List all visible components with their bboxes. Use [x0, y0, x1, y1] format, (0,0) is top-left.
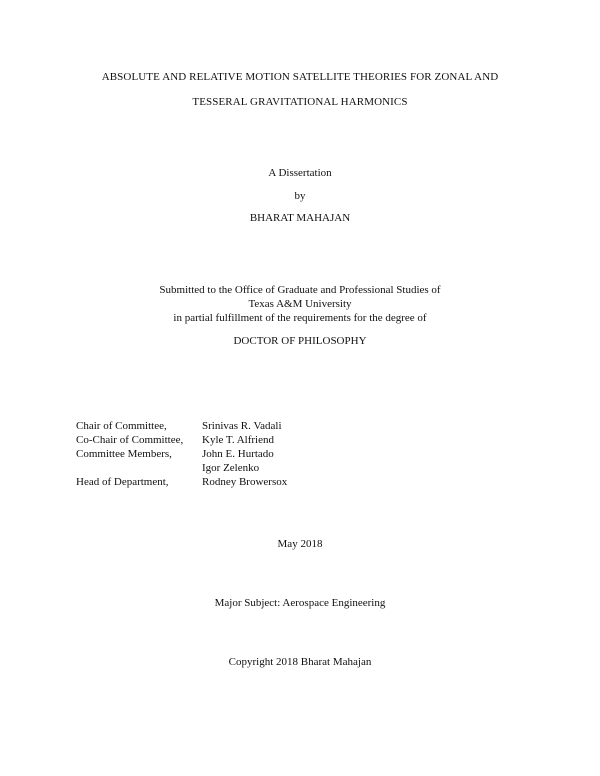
submission-line-1: Submitted to the Office of Graduate and Professional Studies of	[159, 284, 441, 296]
dissertation-title-line-2: TESSERAL GRAVITATIONAL HARMONICS	[192, 96, 408, 108]
author-name: BHARAT MAHAJAN	[249, 212, 351, 224]
committee-role: Co-Chair of Committee,	[76, 434, 184, 446]
committee-role: Committee Members,	[76, 448, 172, 460]
degree-name: DOCTOR OF PHILOSOPHY	[233, 335, 367, 347]
committee-member: Rodney Browersox	[202, 476, 288, 488]
committee-member: Kyle T. Alfriend	[202, 434, 274, 446]
document-type: A Dissertation	[268, 167, 332, 179]
committee-role: Head of Department,	[76, 476, 169, 488]
submission-line-2: Texas A&M University	[248, 298, 352, 310]
committee-member: John E. Hurtado	[202, 448, 274, 460]
submission-date: May 2018	[277, 538, 323, 550]
committee-member: Srinivas R. Vadali	[202, 420, 282, 432]
committee-role: Chair of Committee,	[76, 420, 167, 432]
committee-member: Igor Zelenko	[202, 462, 260, 474]
dissertation-title-line-1: ABSOLUTE AND RELATIVE MOTION SATELLITE THEORIES FOR ZONAL AND	[101, 71, 499, 83]
by-label: by	[294, 190, 306, 202]
major-subject: Major Subject: Aerospace Engineering	[214, 597, 386, 609]
copyright-notice: Copyright 2018 Bharat Mahajan	[228, 656, 372, 668]
submission-line-3: in partial fulfillment of the requirements for the degree of	[173, 312, 427, 324]
